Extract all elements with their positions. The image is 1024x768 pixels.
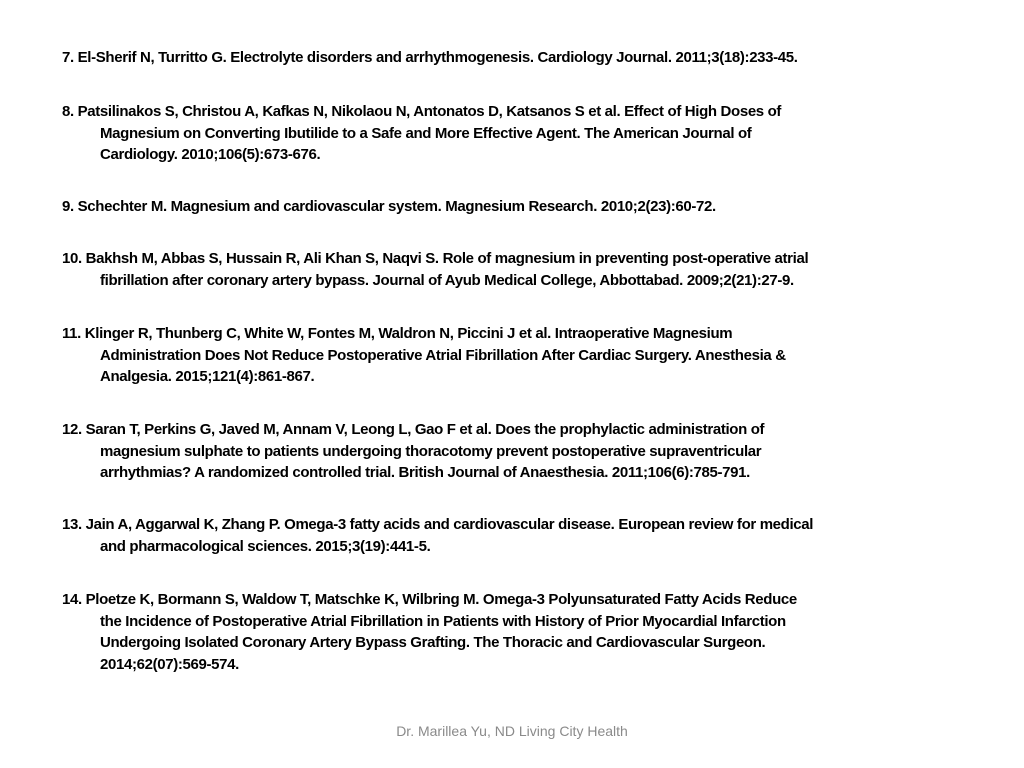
reference-line: Undergoing Isolated Coronary Artery Bypass Grafting. The Thoracic and Cardiovascular Surgeon.: [100, 634, 766, 651]
reference-entry: [62, 419, 764, 484]
reference-entry: [62, 323, 786, 388]
reference-entry: [62, 589, 797, 675]
reference-line: Analgesia. 2015;121(4):861-867.: [100, 368, 315, 385]
reference-line: 8. Patsilinakos S, Christou A, Kafkas N, Nikolaou N, Antonatos D, Katsanos S et al. Effect of High Doses of: [62, 103, 782, 120]
reference-line: 9. Schechter M. Magnesium and cardiovascular system. Magnesium Research. 2010;2(23):60-72.: [62, 198, 716, 215]
reference-line: 2014;62(07):569-574.: [100, 655, 239, 673]
reference-line: Cardiology. 2010;106(5):673-676.: [100, 146, 321, 163]
reference-line: 7. El-Sherif N, Turritto G. Electrolyte disorders and arrhythmogenesis. Cardiology Journal. 2011;3(18):233-45.: [62, 49, 798, 66]
reference-entry: [62, 196, 716, 218]
slide-footer: Dr. Marillea Yu, ND Living City Health: [396, 723, 628, 739]
reference-line: 10. Bakhsh M, Abbas S, Hussain R, Ali Khan S, Naqvi S. Role of magnesium in preventing post-operative atrial: [62, 250, 809, 267]
reference-line: 14. Ploetze K, Bormann S, Waldow T, Matschke K, Wilbring M. Omega-3 Polyunsaturated Fatty Acids Reduce: [62, 591, 797, 608]
reference-entry: [62, 47, 798, 69]
reference-line: the Incidence of Postoperative Atrial Fibrillation in Patients with History of Prior Myocardial Infarction: [100, 612, 786, 630]
reference-line: and pharmacological sciences. 2015;3(19):441-5.: [100, 537, 431, 555]
reference-entry: [62, 514, 813, 557]
reference-line: magnesium sulphate to patients undergoing thoracotomy prevent postoperative supraventricular: [100, 442, 762, 460]
reference-line: fibrillation after coronary artery bypass. Journal of Ayub Medical College, Abbottabad. 2009;2(21):27-9.: [100, 271, 794, 289]
reference-line: arrhythmias? A randomized controlled trial. British Journal of Anaesthesia. 2011;106(6):785-791.: [100, 464, 750, 481]
reference-entry: [62, 101, 781, 166]
reference-line: 11. Klinger R, Thunberg C, White W, Fontes M, Waldron N, Piccini J et al. Intraoperative Magnesium: [62, 325, 733, 342]
reference-line: Magnesium on Converting Ibutilide to a Safe and More Effective Agent. The American Journal of: [100, 124, 752, 142]
reference-entry: [62, 248, 808, 291]
reference-line: 12. Saran T, Perkins G, Javed M, Annam V, Leong L, Gao F et al. Does the prophylactic administration of: [62, 421, 765, 438]
reference-line: 13. Jain A, Aggarwal K, Zhang P. Omega-3 fatty acids and cardiovascular disease. European review for medical: [62, 516, 814, 533]
reference-line: Administration Does Not Reduce Postoperative Atrial Fibrillation After Cardiac Surgery. Anesthesia &: [100, 346, 786, 364]
